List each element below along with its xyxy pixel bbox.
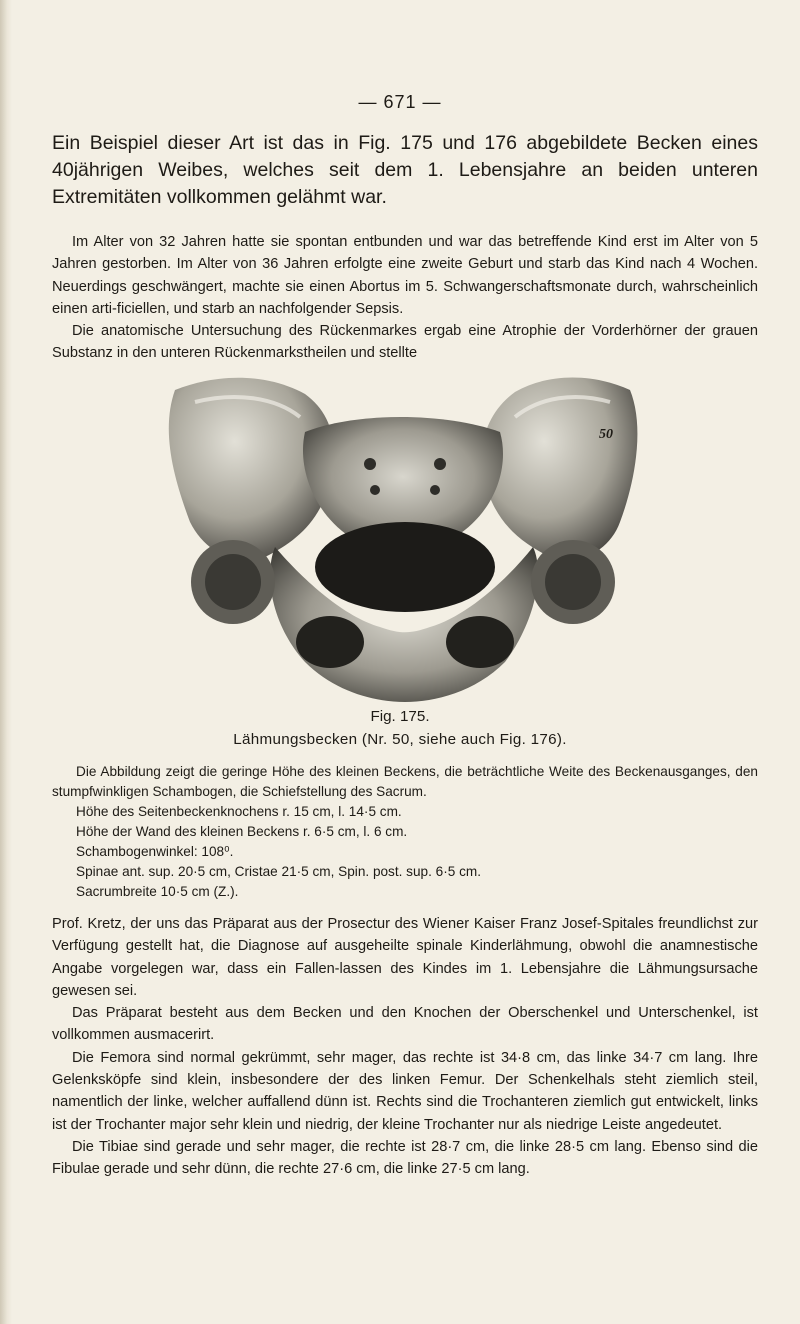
paragraph-line: Im Alter von 32 Jahren hatte sie spontan entbunden und war das betreffende Kind erst im Alter von 5 Jahren gestorben. Im Alter von 36 Jahren erfolgte eine zweite Geburt und starb das Kind nach 4 Wochen. Neuerdings geschwängert, machte sie einen Abortus im 5. Schwangerschaftsmonate durch, wahrscheinlich einen arti-ficiellen, und starb an nachfolgender Sepsis. xyxy=(52,234,758,317)
plate-label: 50 xyxy=(599,427,613,442)
paragraph-line: Die Femora sind normal gekrümmt, sehr mager, das rechte ist 34·8 cm, das linke 34·7 cm lang. Ihre Gelenksköpfe sind klein, insbesondere der des linken Femur. Der Schenkelhals steht ziemlich steil, namentlich der linke, welcher auffallend dünn ist. Rechts sind die Trochanteren ziemlich gut entwickelt, links ist der Trochanter major sehr klein und niedrig, der kleine Trochanter nur als niedrige Leiste angedeutet. xyxy=(52,1049,758,1133)
paragraph-line: Das Präparat besteht aus dem Becken und den Knochen der Oberschenkel und Unterschenkel, ist vollkommen ausmacerirt. xyxy=(52,1005,758,1044)
left-obturator-foramen xyxy=(296,616,364,668)
figure-caption-number: Fig. 175. xyxy=(370,708,430,725)
figure-notes xyxy=(52,762,758,902)
measurement-line: Schambogenwinkel: 108⁰. xyxy=(76,844,234,859)
paragraph-line: Die anatomische Untersuchung des Rückenmarkes ergab eine Atrophie der Vorderhörner der grauen Substanz in den unteren Rückenmarkstheilen und stellte xyxy=(52,323,758,362)
page-number: — 671 — xyxy=(358,92,442,112)
paragraph-line: Prof. Kretz, der uns das Präparat aus der Prosectur des Wiener Kaiser Franz Josef-Spitales freundlichst zur Verfügung gestellt hat, die Diagnose auf ausgeheilte spinale Kinderlähmung, obwohl die anamnestische Angabe vorgelegen war, dass ein Fallen-lassen des Kindes im 1. Lebensjahre die Lähmungsursache gewesen sei. xyxy=(52,916,758,999)
page-binding-edge xyxy=(0,0,12,1324)
pelvis-figure xyxy=(155,372,650,704)
pelvic-inlet xyxy=(315,522,495,612)
case-history-paragraph xyxy=(52,231,758,365)
measurement-line: Höhe des Seitenbeckenknochens r. 15 cm, l. 14·5 cm. xyxy=(76,804,402,819)
paragraph-line: Die Tibiae sind gerade und sehr mager, die rechte ist 28·7 cm, die linke 28·5 cm lang. Ebenso sind die Fibulae gerade und sehr dünn, die rechte 27·6 cm, die linke 27·5 cm lang. xyxy=(52,1138,758,1178)
figure-caption-text: Lähmungsbecken (Nr. 50, siehe auch Fig. 176). xyxy=(233,731,567,748)
specimen-description xyxy=(52,913,758,1181)
right-iliac-wing xyxy=(482,378,638,560)
section-headline: Ein Beispiel dieser Art ist das in Fig. 175 und 176 abgebildete Becken eines 40jährigen Weibes, welches seit dem 1. Lebensjahre an beiden unteren Extremitäten vollkommen gelähmt war. xyxy=(52,132,758,208)
right-obturator-foramen xyxy=(446,616,514,668)
measurement-line: Sacrumbreite 10·5 cm (Z.). xyxy=(76,884,239,899)
measurement-line: Spinae ant. sup. 20·5 cm, Cristae 21·5 cm, Spin. post. sup. 6·5 cm. xyxy=(76,864,481,879)
figure-notes-intro: Die Abbildung zeigt die geringe Höhe des kleinen Beckens, die beträchtliche Weite des Beckenausganges, den stumpfwinkligen Schambogen, die Schiefstellung des Sacrum. xyxy=(52,764,758,799)
measurement-line: Höhe der Wand des kleinen Beckens r. 6·5 cm, l. 6 cm. xyxy=(76,824,408,839)
